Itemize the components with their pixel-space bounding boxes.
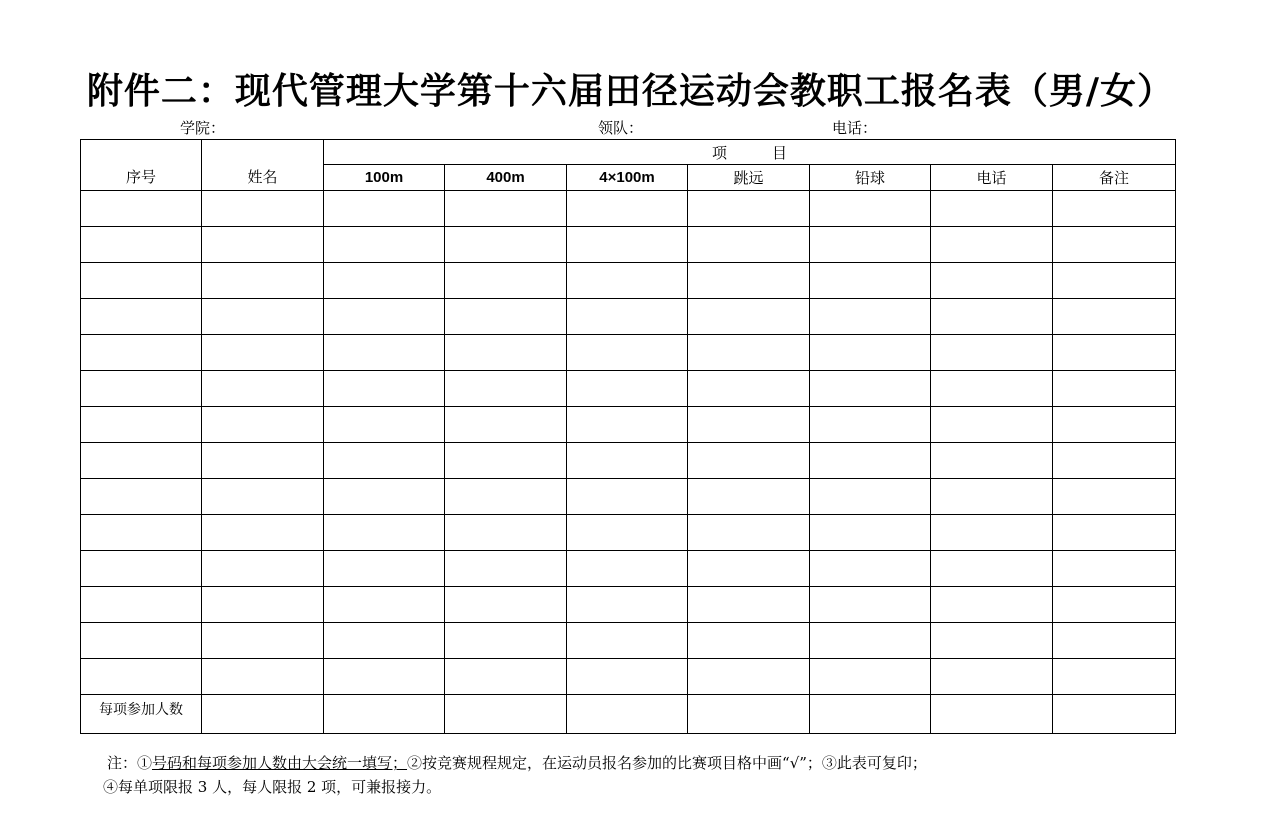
table-cell[interactable]	[1053, 659, 1176, 695]
table-row	[81, 659, 1176, 695]
table-cell[interactable]	[81, 191, 202, 227]
table-cell[interactable]	[81, 479, 202, 515]
table-cell[interactable]	[202, 299, 324, 335]
table-cell[interactable]	[445, 191, 567, 227]
table-cell[interactable]	[445, 263, 567, 299]
table-cell[interactable]	[202, 659, 324, 695]
table-row	[81, 551, 1176, 587]
table-cell[interactable]	[445, 587, 567, 623]
page-title: 附件二：现代管理大学第十六届田径运动会教职工报名表（男/女）	[86, 71, 1175, 112]
notes-line-1-underlined: 号码和每项参加人数由大会统一填写；	[152, 754, 408, 772]
table-cell[interactable]	[567, 515, 688, 551]
table-cell[interactable]	[931, 263, 1053, 299]
table-cell[interactable]	[567, 551, 688, 587]
team-leader-label: 领队：	[598, 119, 644, 137]
table-cell[interactable]	[81, 623, 202, 659]
table-cell[interactable]	[324, 299, 445, 335]
table-cell[interactable]	[324, 335, 445, 371]
totals-cell[interactable]	[567, 695, 688, 734]
table-cell[interactable]	[810, 299, 931, 335]
table-cell[interactable]	[931, 587, 1053, 623]
column-header-100m: 100m	[324, 165, 445, 191]
table-cell[interactable]	[567, 407, 688, 443]
table-cell[interactable]	[810, 335, 931, 371]
table-row	[81, 587, 1176, 623]
table-cell[interactable]	[324, 227, 445, 263]
table-cell[interactable]	[324, 191, 445, 227]
table-row	[81, 299, 1176, 335]
table-cell[interactable]	[567, 659, 688, 695]
table-cell[interactable]	[202, 515, 324, 551]
totals-cell[interactable]	[931, 695, 1053, 734]
table-cell[interactable]	[445, 515, 567, 551]
registration-table	[80, 139, 1176, 734]
table-cell[interactable]	[567, 263, 688, 299]
table-row	[81, 371, 1176, 407]
table-row	[81, 227, 1176, 263]
table-row	[81, 335, 1176, 371]
notes	[103, 751, 927, 799]
table-cell[interactable]	[202, 551, 324, 587]
notes-line-1-prefix: 注：①	[107, 754, 153, 772]
table-cell[interactable]	[931, 335, 1053, 371]
table-cell[interactable]	[567, 587, 688, 623]
table-cell[interactable]	[445, 551, 567, 587]
table-cell[interactable]	[81, 263, 202, 299]
table-cell[interactable]	[445, 443, 567, 479]
column-header-400m: 400m	[445, 165, 567, 191]
table-cell[interactable]	[931, 407, 1053, 443]
events-group-header: 项 目	[324, 140, 1176, 165]
table-cell[interactable]	[810, 659, 931, 695]
table-cell[interactable]	[1053, 515, 1176, 551]
table-cell[interactable]	[202, 623, 324, 659]
notes-line-2: ④每单项限报 3 人，每人限报 2 项，可兼报接力。	[103, 778, 442, 796]
table-cell[interactable]	[202, 371, 324, 407]
table-cell[interactable]	[81, 335, 202, 371]
table-cell[interactable]	[931, 515, 1053, 551]
table-cell[interactable]	[810, 227, 931, 263]
table-cell[interactable]	[324, 479, 445, 515]
totals-cell[interactable]	[1053, 695, 1176, 734]
totals-cell[interactable]	[445, 695, 567, 734]
table-cell[interactable]	[324, 587, 445, 623]
totals-cell[interactable]	[688, 695, 810, 734]
table-cell[interactable]	[324, 551, 445, 587]
table-cell[interactable]	[1053, 227, 1176, 263]
table-cell[interactable]	[1053, 371, 1176, 407]
totals-label: 每项参加人数	[81, 695, 202, 734]
column-header-name: 姓名	[202, 140, 324, 191]
table-cell[interactable]	[1053, 479, 1176, 515]
table-cell[interactable]	[81, 299, 202, 335]
table-cell[interactable]	[810, 587, 931, 623]
table-cell[interactable]	[445, 299, 567, 335]
table-cell[interactable]	[810, 191, 931, 227]
table-cell[interactable]	[688, 551, 810, 587]
table-cell[interactable]	[810, 371, 931, 407]
phone-label: 电话：	[832, 119, 878, 137]
column-header-relay: 4×100m	[567, 165, 688, 191]
table-cell[interactable]	[445, 479, 567, 515]
table-cell[interactable]	[688, 191, 810, 227]
table-cell[interactable]	[931, 371, 1053, 407]
table-cell[interactable]	[81, 515, 202, 551]
table-cell[interactable]	[81, 443, 202, 479]
table-cell[interactable]	[688, 263, 810, 299]
table-cell[interactable]	[202, 335, 324, 371]
table-cell[interactable]	[688, 515, 810, 551]
table-cell[interactable]	[810, 263, 931, 299]
table-cell[interactable]	[567, 227, 688, 263]
table-cell[interactable]	[688, 371, 810, 407]
table-cell[interactable]	[567, 443, 688, 479]
table-cell[interactable]	[688, 623, 810, 659]
table-cell[interactable]	[1053, 587, 1176, 623]
table-cell[interactable]	[81, 371, 202, 407]
table-cell[interactable]	[445, 407, 567, 443]
table-cell[interactable]	[810, 551, 931, 587]
table-cell[interactable]	[202, 407, 324, 443]
table-row	[81, 191, 1176, 227]
table-cell[interactable]	[202, 263, 324, 299]
totals-cell[interactable]	[202, 695, 324, 734]
notes-line-1	[107, 751, 927, 775]
table-cell[interactable]	[1053, 407, 1176, 443]
table-row	[81, 515, 1176, 551]
table-cell[interactable]	[931, 659, 1053, 695]
table-cell[interactable]	[1053, 551, 1176, 587]
table-row	[81, 479, 1176, 515]
table-cell[interactable]	[567, 335, 688, 371]
table-cell[interactable]	[567, 623, 688, 659]
table-cell[interactable]	[567, 191, 688, 227]
table-cell[interactable]	[1053, 623, 1176, 659]
table-cell[interactable]	[81, 407, 202, 443]
table-cell[interactable]	[688, 587, 810, 623]
table-cell[interactable]	[324, 623, 445, 659]
totals-cell[interactable]	[324, 695, 445, 734]
table-cell[interactable]	[445, 335, 567, 371]
table-cell[interactable]	[688, 227, 810, 263]
table-cell[interactable]	[202, 443, 324, 479]
table-row	[81, 623, 1176, 659]
table-cell[interactable]	[567, 479, 688, 515]
table-cell[interactable]	[931, 299, 1053, 335]
table-cell[interactable]	[931, 443, 1053, 479]
column-header-phone: 电话	[931, 165, 1053, 191]
table-cell[interactable]	[81, 227, 202, 263]
table-cell[interactable]	[567, 371, 688, 407]
table-cell[interactable]	[931, 191, 1053, 227]
table-cell[interactable]	[445, 659, 567, 695]
table-cell[interactable]	[688, 479, 810, 515]
table-cell[interactable]	[810, 443, 931, 479]
table-cell[interactable]	[931, 551, 1053, 587]
table-cell[interactable]	[810, 515, 931, 551]
table-cell[interactable]	[1053, 263, 1176, 299]
column-header-long-jump: 跳远	[688, 165, 810, 191]
table-cell[interactable]	[1053, 299, 1176, 335]
table-cell[interactable]	[202, 191, 324, 227]
table-cell[interactable]	[1053, 335, 1176, 371]
table-cell[interactable]	[688, 407, 810, 443]
table-cell[interactable]	[81, 587, 202, 623]
table-row	[81, 263, 1176, 299]
table-cell[interactable]	[202, 227, 324, 263]
table-cell[interactable]	[324, 659, 445, 695]
totals-row	[81, 695, 1176, 734]
table-cell[interactable]	[810, 407, 931, 443]
table-cell[interactable]	[324, 515, 445, 551]
column-header-remarks: 备注	[1053, 165, 1176, 191]
table-cell[interactable]	[810, 623, 931, 659]
table-cell[interactable]	[324, 371, 445, 407]
table-cell[interactable]	[445, 623, 567, 659]
table-cell[interactable]	[324, 443, 445, 479]
table-cell[interactable]	[567, 299, 688, 335]
table-cell[interactable]	[931, 227, 1053, 263]
table-cell[interactable]	[931, 479, 1053, 515]
table-row	[81, 443, 1176, 479]
table-cell[interactable]	[1053, 443, 1176, 479]
table-cell[interactable]	[445, 227, 567, 263]
table-cell[interactable]	[81, 551, 202, 587]
column-header-shot-put: 铅球	[810, 165, 931, 191]
college-label: 学院：	[180, 119, 226, 137]
table-cell[interactable]	[810, 479, 931, 515]
table-cell[interactable]	[324, 407, 445, 443]
table-cell[interactable]	[1053, 191, 1176, 227]
table-cell[interactable]	[688, 299, 810, 335]
table-cell[interactable]	[688, 659, 810, 695]
table-cell[interactable]	[688, 335, 810, 371]
table-cell[interactable]	[324, 263, 445, 299]
column-header-seq: 序号	[81, 140, 202, 191]
table-row	[81, 407, 1176, 443]
totals-cell[interactable]	[810, 695, 931, 734]
table-cell[interactable]	[81, 659, 202, 695]
table-cell[interactable]	[202, 587, 324, 623]
table-cell[interactable]	[931, 623, 1053, 659]
table-cell[interactable]	[202, 479, 324, 515]
table-cell[interactable]	[445, 371, 567, 407]
notes-line-1-rest: ②按竞赛规程规定，在运动员报名参加的比赛项目格中画“√”；③此表可复印；	[407, 754, 927, 772]
table-cell[interactable]	[688, 443, 810, 479]
